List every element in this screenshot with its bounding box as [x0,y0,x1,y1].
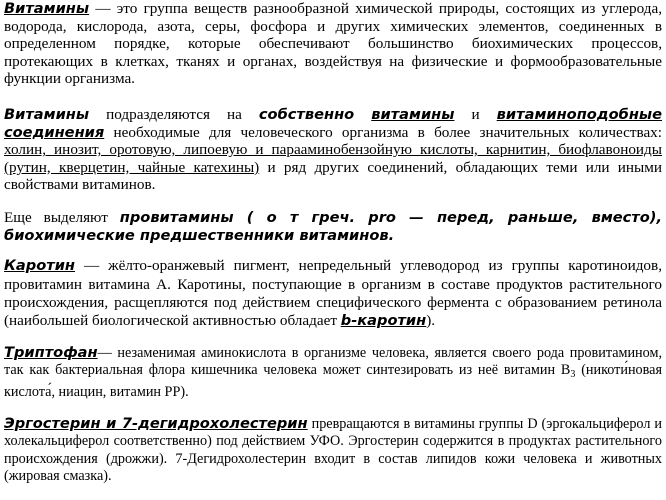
tryptophan-end: (никоти́новая кислота́, ниацин, витамин PP). [4,362,662,400]
paragraph-ergosterol [4,415,662,486]
space [354,106,371,123]
vitamin-like-list: холин, инозит, оротовую, липоевую и парааминобензойную кислоты, карнитин, биофлавоноиды (рутин, кверцетин, чайные катехины) [4,141,662,176]
proper-label: собственно [258,105,355,123]
vitamin-b3-subscript: 3 [570,369,576,381]
term-vitamins: Витамины [4,0,90,17]
term-carotene: Каротин [4,257,76,275]
tryptophan-text: — незаменимая аминокислота в организме человека, является своего рода провитамином, так как бактериальная флора кишечника человека может синтезировать из неё витамин B [4,344,662,379]
term-ergosterol: Эргостерин и 7-дегидрохолестерин [4,414,308,432]
classification-text-3: и ряд других соединений, обладающих теми или иными свойствами витаминов. [4,158,662,194]
term-b-carotene: b-каротин [340,312,427,330]
term-vitamin-like-compounds: витаминоподобные соединения [4,105,662,141]
paragraph-tryptophan [4,344,662,402]
classification-text-2: необходимые для человеческого организма в более значительных количествах: [104,123,662,141]
term-tryptophan: Триптофан [4,343,98,361]
term-proper-vitamins: витамины [371,105,455,123]
vitamins-definition-text: — это группа веществ разнообразной химической природы, состоящих из углерода, водорода, кислорода, азота, серы, фосфора и других химических элементов, соединенных в определенном порядке, которые обеспечивают большинство биохимических процессов, протекающих в клетках, тканях и органах, воздействуя на физические и формообразовательные функции организма. [4,0,662,88]
carotene-end: ). [426,312,436,330]
classification-and: и [454,105,497,123]
carotene-text: — жёлто-оранжевый пигмент, непредельный углеводород из группы каротиноидов, провитамин витамина А. Каротины, поступающие в организм в составе продуктов растительного происхождения, расщепляются под действием специфического фермента с образованием ретинола (наибольшей биологической активностью обладает [4,257,662,330]
ergosterol-text: превращаются в витамины группы D (эргокальциферол и холекальциферол соответственно) под действием УФО. Эргостерин содержится в продуктах растительного происхождения (дрожжи). 7-Дегидрохолестерин входит в состав липидов кожи человека и животных (жировая смазка). [4,415,662,485]
paragraph-provitamins [4,209,662,244]
provitamins-definition: провитамины ( о т греч. pro — перед, раньше, вместо), биохимические предшественники витаминов. [4,208,662,244]
provitamins-intro: Еще выделяют [4,208,120,226]
term-vitamins-2: Витамины [4,105,90,123]
paragraph-carotene [4,257,662,331]
paragraph-vitamins-classification [4,106,662,194]
classification-text-1: подразделяются на [89,105,259,123]
paragraph-vitamins-definition [4,0,662,88]
